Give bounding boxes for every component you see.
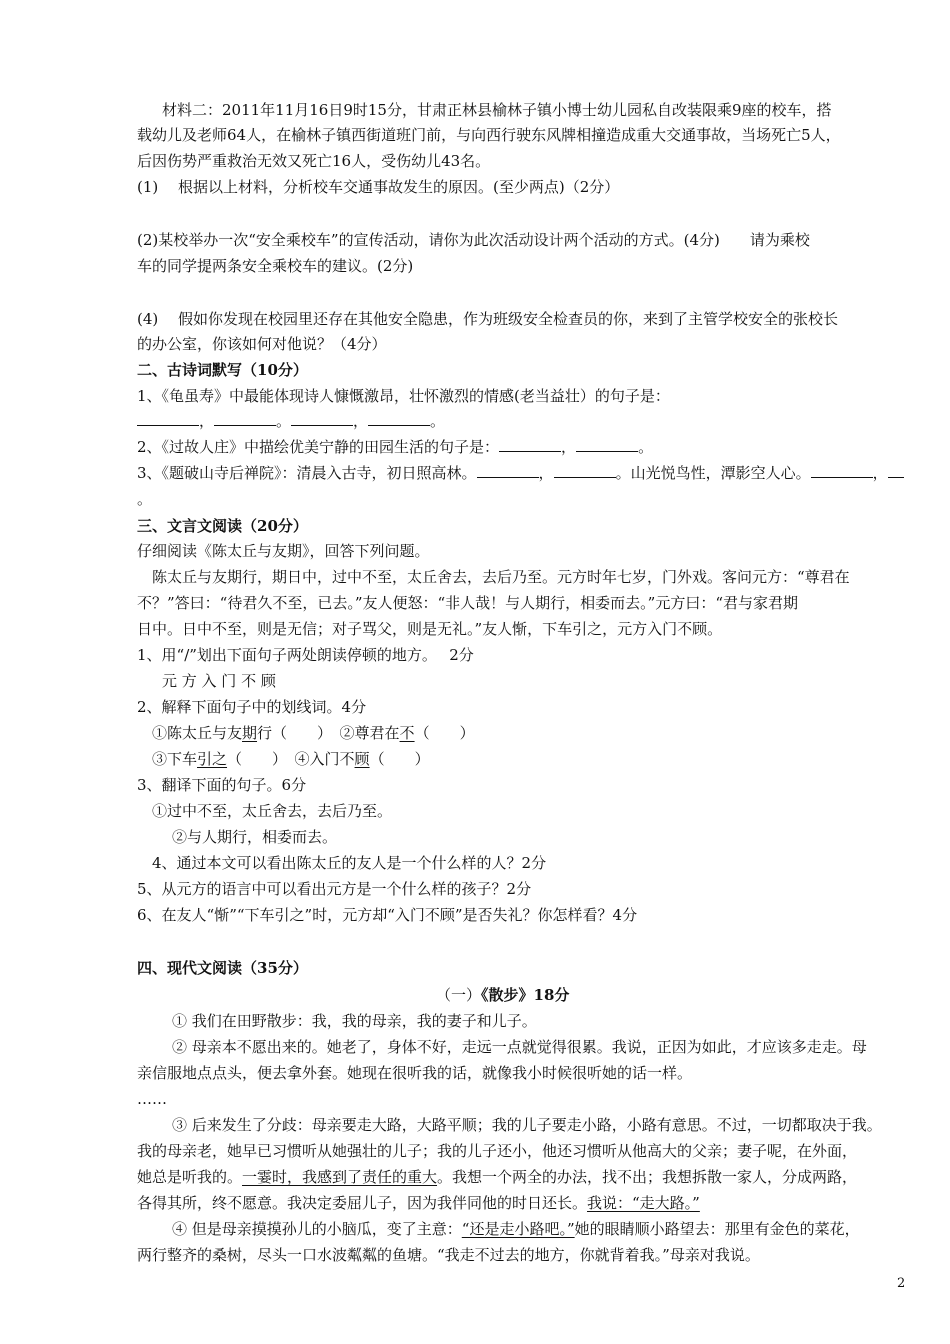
reading-para-2-line1: ② 母亲本不愿出来的。她老了，身体不好，走远一点就觉得很累。我说，正因为如此，才应该多走走。母	[172, 1038, 867, 1056]
classical-intro: 仔细阅读《陈太丘与友期》，回答下列问题。	[137, 542, 430, 560]
reading-para-4-line2: 两行整齐的桑树，尽头一口水波粼粼的鱼塘。“我走不过去的地方，你就背着我。”母亲对我说。	[137, 1246, 760, 1264]
classical-q4: 4、通过本文可以看出陈太丘的友人是一个什么样的人？2分	[152, 854, 547, 872]
classical-passage-line2: 不？”答曰：“待君久不至，已去。”友人便怒：“非人哉！与人期行，相委而去。”元方曰：“君与家君期	[137, 594, 799, 612]
classical-passage-line1: 陈太丘与友期行，期日中，过中不至，太丘舍去，去后乃至。元方时年七岁，门外戏。客问元方：“尊君在	[152, 568, 850, 586]
reading-para-3-line3: 她总是听我的。一霎时，我感到了责任的重大。我想一个两全的办法，找不出；我想拆散一家人，分成两路，	[137, 1168, 858, 1186]
poetry-q1-blanks: ， 。 ， 。	[137, 411, 445, 431]
reading-para-1: ① 我们在田野散步：我，我的母亲，我的妻子和儿子。	[172, 1012, 537, 1030]
section-4-heading: 四、现代文阅读（35分）	[137, 959, 308, 977]
reading-para-3-line1: ③ 后来发生了分歧：母亲要走大路，大路平顺；我的儿子要走小路，小路有意思。不过，一切都取决于我。	[172, 1116, 882, 1134]
reading-para-2-line2: 亲信服地点点头，便去拿外套。她现在很听我的话，就像我小时候很听她的话一样。	[137, 1064, 693, 1082]
answer-blank[interactable]	[888, 463, 904, 478]
poetry-q1-text: 1、《龟虽寿》中最能体现诗人慷慨激昂，壮怀激烈的情感(老当益壮）的句子是：	[137, 387, 670, 405]
answer-blank[interactable]	[214, 411, 276, 426]
classical-q2-items-b: ③下车引之（ ） ④入门不顾（ ）	[152, 750, 430, 768]
reading-para-3-line4: 各得其所，终不愿意。我决定委屈儿子，因为我伴同他的时日还长。我说：“走大路。”	[137, 1194, 700, 1212]
question-2-line1: (2)某校举办一次“安全乘校车”的宣传活动，请你为此次活动设计两个活动的方式。(4分) 请为乘校	[137, 231, 810, 249]
answer-blank[interactable]	[368, 411, 430, 426]
reading-subtitle: （一）《散步》18分	[436, 986, 570, 1004]
page-number: 2	[897, 1276, 906, 1291]
classical-q6: 6、在友人“惭”“下车引之”时，元方却“入门不顾”是否失礼？你怎样看？4分	[137, 906, 638, 924]
answer-blank[interactable]	[499, 437, 561, 452]
reading-ellipsis: ……	[137, 1090, 167, 1108]
question-1-text: (1) 根据以上材料，分析校车交通事故发生的原因。(至少两点)（2分）	[137, 178, 620, 196]
answer-blank[interactable]	[576, 437, 638, 452]
classical-q2-items-a: ①陈太丘与友期行（ ） ②尊君在不（ ）	[152, 724, 475, 742]
answer-blank[interactable]	[477, 463, 539, 478]
poetry-q3-end: 。	[137, 490, 153, 508]
answer-blank[interactable]	[811, 463, 873, 478]
material2-line3: 后因伤势严重救治无效又死亡16人，受伤幼儿43名。	[137, 152, 491, 170]
answer-blank[interactable]	[137, 411, 199, 426]
classical-q3-a: ①过中不至，太丘舍去，去后乃至。	[152, 802, 393, 820]
classical-q1-sentence: 元 方 入 门 不 顾	[162, 672, 276, 690]
question-2-line2: 车的同学提两条安全乘校车的建议。(2分)	[137, 257, 414, 275]
material2-line2: 载幼儿及老师64人，在榆林子镇西街道班门前，与向西行驶东风牌相撞造成重大交通事故，当场死亡5人，	[137, 126, 841, 144]
classical-q5: 5、从元方的语言中可以看出元方是一个什么样的孩子？2分	[137, 880, 532, 898]
classical-q1: 1、用“/”划出下面句子两处朗读停顿的地方。 2分	[137, 646, 474, 664]
classical-q3-b: ②与人期行，相委而去。	[172, 828, 338, 846]
section-2-heading: 二、古诗词默写（10分）	[137, 361, 308, 379]
answer-blank[interactable]	[291, 411, 353, 426]
classical-q3: 3、翻译下面的句子。6分	[137, 776, 307, 794]
poetry-q3: 3、《题破山寺后禅院》：清晨入古寺，初日照高林。 ， 。山光悦鸟性，潭影空人心。 ，	[137, 463, 904, 483]
question-4-line2: 的办公室，你该如何对他说？（4分）	[137, 335, 387, 353]
poetry-q2: 2、《过故人庄》中描绘优美宁静的田园生活的句子是： ， 。	[137, 438, 654, 456]
classical-passage-line3: 日中。日中不至，则是无信；对子骂父，则是无礼。”友人惭，下车引之，元方入门不顾。	[137, 620, 723, 638]
material2-line1: 材料二：2011年11月16日9时15分，甘肃正林县榆林子镇小博士幼儿园私自改装限乘9座的校车，搭	[162, 101, 832, 119]
answer-blank[interactable]	[554, 463, 616, 478]
reading-para-3-line2: 我的母亲老，她早已习惯听从她强壮的儿子；我的儿子还小，他还习惯听从他高大的父亲；妻子呢，在外面，	[137, 1142, 858, 1160]
classical-q2: 2、解释下面句子中的划线词。4分	[137, 698, 367, 716]
section-3-heading: 三、文言文阅读（20分）	[137, 517, 308, 535]
question-4-line1: (4) 假如你发现在校园里还存在其他安全隐患，作为班级安全检查员的你，来到了主管学校安全的张校长	[137, 310, 839, 328]
reading-para-4-line1: ④ 但是母亲摸摸孙儿的小脑瓜，变了主意：“还是走小路吧。”她的眼睛顺小路望去：那里有金色的菜花，	[172, 1220, 860, 1238]
